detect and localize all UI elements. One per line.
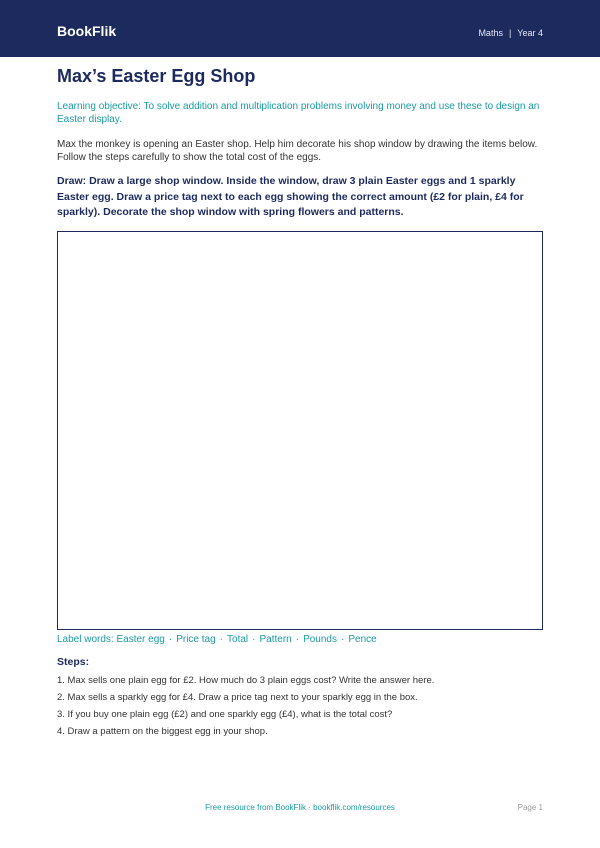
label-words-prefix: Label words: xyxy=(57,634,114,645)
subject-year xyxy=(478,28,543,38)
header-bar xyxy=(0,0,600,57)
subject-label: Maths xyxy=(478,28,503,38)
footer-credit[interactable]: Free resource from BookFlik · bookflik.com/resources xyxy=(205,803,395,812)
label-word: Easter egg xyxy=(116,634,165,645)
separator: | xyxy=(508,28,512,38)
steps-heading: Steps: xyxy=(57,656,90,668)
intro-text: Max the monkey is opening an Easter shop. Help him decorate his shop window by drawing the items below. Follow the steps carefully to show the total cost of the eggs. xyxy=(57,139,538,163)
draw-instruction: Draw: Draw a large shop window. Inside the window, draw 3 plain Easter eggs and 1 sparkly Easter egg. Draw a price tag next to each egg showing the correct amount (£2 for plain, £4 for sparkly). Decorate the shop window with spring flowers and patterns. xyxy=(57,175,524,218)
label-word: Pattern xyxy=(259,634,292,645)
bullet-separator: · xyxy=(168,634,173,645)
step-item: 4. Draw a pattern on the biggest egg in your shop. xyxy=(57,726,268,737)
label-word: Pounds xyxy=(303,634,337,645)
page-number: Page 1 xyxy=(517,803,543,812)
steps-list xyxy=(57,675,547,743)
bullet-separator: · xyxy=(219,634,224,645)
label-word: Price tag xyxy=(176,634,216,645)
label-words xyxy=(57,634,377,645)
label-word: Pence xyxy=(348,634,377,645)
bullet-separator: · xyxy=(295,634,300,645)
bullet-separator: · xyxy=(252,634,256,645)
label-word: Total xyxy=(227,634,249,645)
step-item: 3. If you buy one plain egg (£2) and one sparkly egg (£4), what is the total cost? xyxy=(57,709,393,720)
year-label: Year 4 xyxy=(517,28,543,38)
drawing-area[interactable] xyxy=(57,231,543,630)
step-item: 1. Max sells one plain egg for £2. How much do 3 plain eggs cost? Write the answer here. xyxy=(57,675,435,686)
learning-objective: Learning objective: To solve addition and multiplication problems involving money and use these to design an Easter display. xyxy=(57,101,540,125)
step-item: 2. Max sells a sparkly egg for £4. Draw a price tag next to your sparkly egg in the box. xyxy=(57,692,418,703)
page-title: Max’s Easter Egg Shop xyxy=(57,66,256,86)
bullet-separator: · xyxy=(341,634,345,645)
brand-logo[interactable]: BookFlik xyxy=(57,23,117,39)
